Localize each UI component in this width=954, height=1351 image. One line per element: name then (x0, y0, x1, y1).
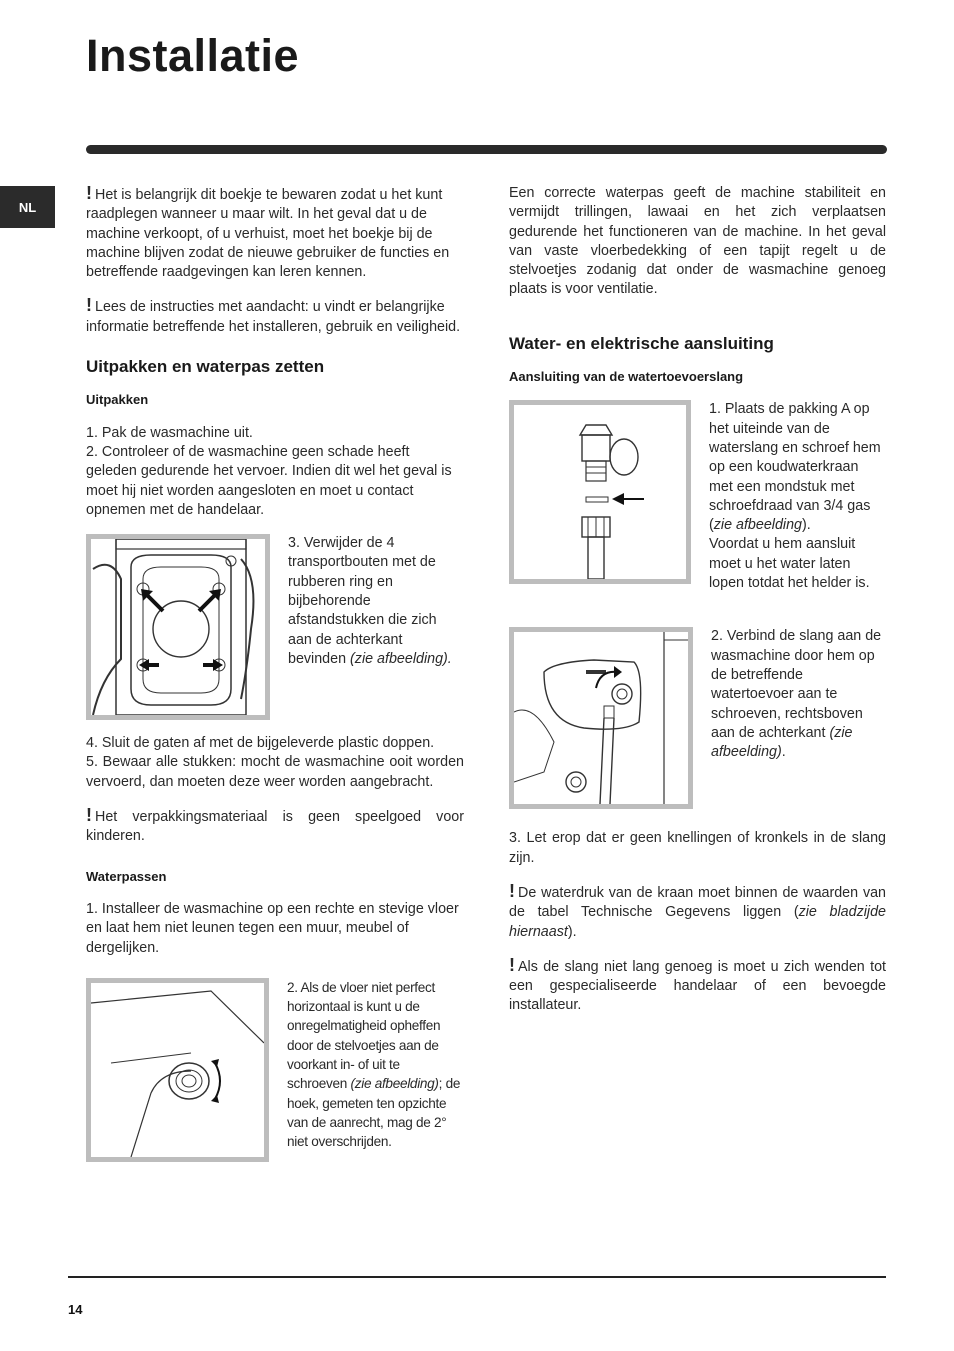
figure-machine-inlet (509, 627, 693, 809)
note-water-pressure: ! De waterdruk van de kraan moet binnen de waarden van de tabel Technische Gegevens liggen (zie bladzijde hiernaast). (509, 880, 886, 940)
title-rule (86, 145, 887, 154)
machine-inlet-illustration (514, 632, 688, 804)
subheading-inlet-hose: Aansluiting van de watertoevoerslang (509, 369, 744, 385)
warning-icon: ! (86, 183, 92, 203)
warning-icon: ! (509, 880, 515, 901)
section-heading-connection: Water- en elektrische aansluiting (509, 333, 774, 353)
leveling-intro: Een correcte waterpas geeft de machine stabiliteit en vermijdt trillingen, lawaai en het zich verplaatsen gedurende het functioneren van de machine. In het geval van vaste vloerbedekking of een tapijt regelt u de stelvoetjes zodanig dat onder de wasmachine genoeg plaats is voor ventilatie. (509, 185, 886, 298)
connection-step-1: 1. Plaats de pakking A op het uiteinde van de waterslang en schroef hem op een koudwaterkraan met een mondstuk met schroefdraad van 3/4 gas (zie afbeelding). Voordat u hem aansluit moet u het water laten lopen totdat het helder is. (709, 401, 881, 592)
leveling-step-1: 1. Installeer de wasmachine op een rechte en stevige vloer en laat hem niet leunen tegen een muur, meubel of dergelijken. (86, 900, 459, 956)
warning-icon: ! (86, 295, 92, 316)
connection-step-2: 2. Verbind de slang aan de wasmachine door hem op de betreffende watertoevoer aan te schroeven, rechtsboven aan de achterkant (zie afbeelding). (711, 628, 882, 761)
note-read-instructions: ! Lees de instructies met aandacht: u vindt er belangrijke informatie betreffende het installeren, gebruik en veiligheid. (86, 295, 461, 335)
figure-adjustable-foot (86, 978, 269, 1162)
section-heading-unpacking: Uitpakken en waterpas zetten (86, 357, 325, 377)
subheading-leveling: Waterpassen (86, 868, 167, 884)
figure-row-leveling (86, 978, 464, 1162)
adjustable-foot-illustration (91, 983, 264, 1157)
step-5: 5. Bewaar alle stukken: mocht de wasmachine ooit worden vervoerd, dan moeten deze weer worden aangebracht. (86, 754, 464, 790)
subheading-unpacking: Uitpakken (86, 392, 149, 408)
warning-icon: ! (86, 805, 92, 826)
figure-rear-transport-bolts (86, 534, 270, 720)
step-2: 2. Controleer of de wasmachine geen schade heeft geleden gedurende het vervoer. Indien dit wel het geval is moet hij niet worden aangesloten en moet u contact opnemen met de handelaar. (86, 443, 452, 518)
connection-step-3: 3. Let erop dat er geen knellingen of kronkels in de slang zijn. (509, 830, 886, 866)
warning-icon: ! (509, 954, 515, 975)
tap-and-hose-illustration (514, 405, 686, 579)
step-1: 1. Pak de wasmachine uit. (86, 424, 253, 441)
page-title: Installatie (86, 30, 300, 81)
note-keep-booklet: ! Het is belangrijk dit boekje te bewaren zodat u het kunt raadplegen wanneer u maar wilt. In het geval dat u de machine verkoopt, of u verhuist, moet het boekje bij de machine blijven zodat de nieuwe gebruiker de functies en betreffende raadgevingen kan leren kennen. (86, 183, 450, 281)
footer-rule (68, 1276, 886, 1278)
leveling-step-2: 2. Als de vloer niet perfect horizontaal is kunt u de onregelmatigheid opheffen door de stelvoetjes aan de voorkant in- of uit te schroeven (zie afbeelding); de hoek, gemeten ten opzichte van de aanrecht, mag de 2° niet overschrijden. (287, 979, 461, 1150)
step-4: 4. Sluit de gaten af met de bijgeleverde plastic doppen. (86, 735, 435, 752)
step-3: 3. Verwijder de 4 transportbouten met de rubberen ring en bijbehorende afstandstukken die zich aan de achterkant bevinden (zie afbeelding). (288, 535, 452, 667)
washer-rear-illustration (91, 539, 265, 715)
right-column (509, 184, 886, 1016)
note-hose-length: ! Als de slang niet lang genoeg is moet u zich wenden tot een gespecialiseerde handelaar of een bevoegde installateur. (509, 954, 886, 1014)
language-tab: NL (0, 186, 55, 228)
figure-hose-tap (509, 400, 691, 584)
page-number: 14 (68, 1302, 83, 1317)
figure-row-transport-bolts (86, 534, 464, 720)
figure-row-hose-tap (509, 400, 886, 593)
figure-row-machine-inlet (509, 627, 886, 809)
note-packaging: ! Het verpakkingsmateriaal is geen speelgoed voor kinderen. (86, 805, 464, 845)
left-column (86, 184, 464, 1162)
